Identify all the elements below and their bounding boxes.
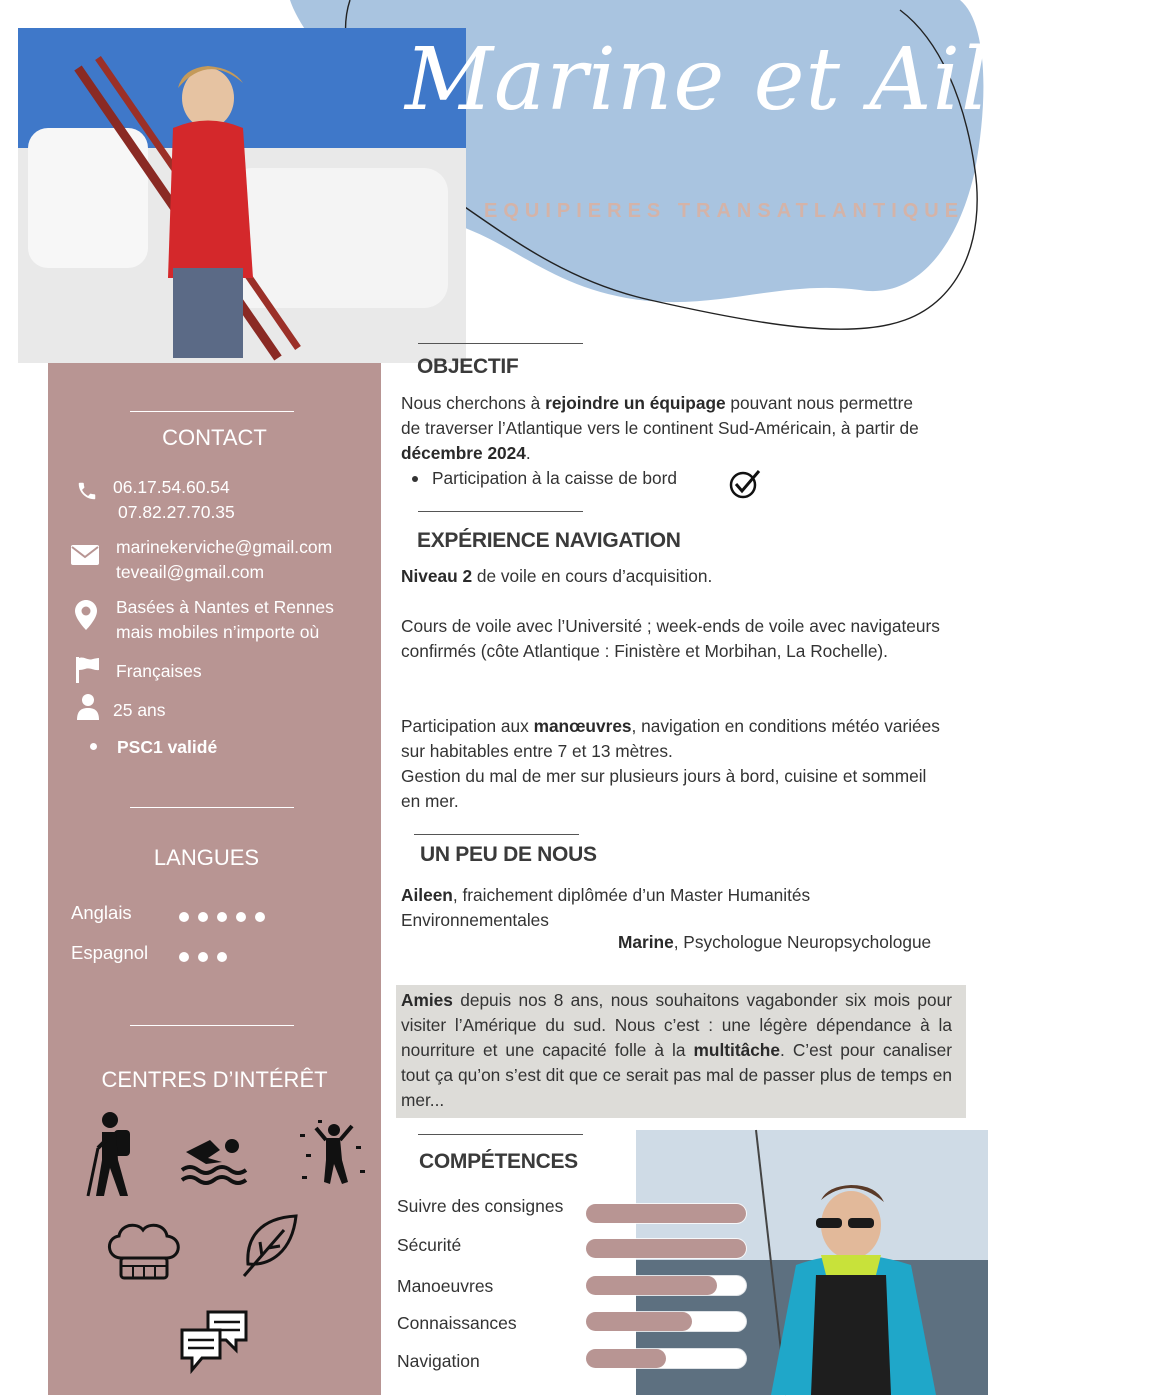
skills-heading: COMPÉTENCES [419, 1150, 578, 1173]
skill-bar-fill [586, 1349, 666, 1368]
bullet-dot [412, 476, 418, 482]
hiking-icon [84, 1110, 144, 1198]
divider [130, 411, 294, 412]
divider [130, 1025, 294, 1026]
objective-heading: OBJECTIF [417, 355, 519, 378]
phone-2[interactable]: 07.82.27.70.35 [118, 502, 235, 522]
location-line-2: mais mobiles n’importe où [116, 622, 320, 642]
about-marine: Marine, Psychologue Neuropsychologue [618, 932, 932, 952]
page-title: Marine et Aileen [405, 30, 1150, 130]
skill-bar-fill [586, 1312, 692, 1331]
leaf-icon [240, 1212, 300, 1280]
about-heading: UN PEU DE NOUS [420, 843, 597, 866]
phone-icon [76, 480, 98, 502]
divider [414, 834, 579, 835]
experience-courses: Cours de voile avec l’Université ; week-ends de voile avec navigateurs confirmés (côte Atlantique : Finistère et Morbihan, La Rochelle). [401, 616, 940, 661]
language-english: Anglais [71, 902, 132, 923]
contact-heading: CONTACT [162, 425, 267, 450]
english-level-dots [179, 907, 274, 926]
language-spanish: Espagnol [71, 942, 149, 963]
checkmark-icon [728, 468, 762, 500]
experience-seasickness: Gestion du mal de mer sur plusieurs jours à bord, cuisine et sommeil en mer. [401, 766, 927, 811]
swimming-icon [180, 1128, 250, 1184]
about-paragraph: Amies depuis nos 8 ans, nous souhaitons vagabonder six mois pour visiter l’Amérique du sud. Nous c’est : une légère dépendance à la nourriture et une capacité folle à la multitâche. C’est pour canaliser tout ça qu’on s’est dit que ce serait pas mal de passer plus de temps en mer... [401, 990, 952, 1110]
skill-label: Sécurité [397, 1235, 462, 1255]
divider [418, 511, 583, 512]
mail-icon [71, 545, 99, 565]
flag-icon [76, 657, 100, 683]
certification: PSC1 validé [117, 737, 218, 757]
divider [418, 1134, 583, 1135]
about-aileen: Aileen, fraichement diplômée d’un Master Humanités Environnementales [401, 885, 811, 930]
person-icon [77, 694, 99, 720]
divider [130, 807, 294, 808]
skill-bar [586, 1276, 746, 1295]
skill-label: Connaissances [397, 1313, 517, 1333]
sidebar [48, 290, 381, 1395]
age: 25 ans [113, 700, 166, 720]
skill-bar [586, 1239, 746, 1258]
location-pin-icon [75, 600, 97, 630]
languages-heading: LANGUES [153, 845, 260, 870]
chef-hat-icon [103, 1220, 185, 1282]
sailing-photo-top [18, 28, 466, 363]
spanish-level-dots [179, 947, 236, 966]
skill-bar [586, 1312, 746, 1331]
email-2[interactable]: teveail@gmail.com [116, 562, 265, 582]
skill-bar [586, 1204, 746, 1223]
bullet-dot [90, 743, 97, 750]
phone-1[interactable]: 06.17.54.60.54 [113, 477, 230, 497]
nationality: Françaises [116, 661, 202, 681]
experience-heading: EXPÉRIENCE NAVIGATION [417, 529, 681, 552]
skill-label: Suivre des consignes [397, 1196, 564, 1216]
email-1[interactable]: marinekerviche@gmail.com [116, 537, 333, 557]
interests-heading: CENTRES D’INTÉRÊT [101, 1067, 328, 1092]
skill-bar-fill [586, 1276, 717, 1295]
skill-bar-fill [586, 1239, 746, 1258]
chat-bubbles-icon [178, 1308, 250, 1374]
page-subtitle: EQUIPIERES TRANSATLANTIQUE [484, 200, 965, 222]
divider [418, 343, 583, 344]
experience-manoeuvres: Participation aux manœuvres, navigation en conditions météo variées sur habitables entre 7 et 13 mètres. [401, 716, 940, 761]
experience-level: Niveau 2 de voile en cours d’acquisition. [401, 566, 713, 586]
location-line-1: Basées à Nantes et Rennes [116, 597, 334, 617]
skill-bar [586, 1349, 746, 1368]
skill-label: Navigation [397, 1351, 480, 1371]
skill-bar-fill [586, 1204, 746, 1223]
climbing-icon [296, 1116, 368, 1190]
objective-text: Nous cherchons à rejoindre un équipage pouvant nous permettre de traverser l’Atlantique vers le continent Sud-Américain, à partir de décembre 2024. [401, 393, 919, 463]
skill-label: Manoeuvres [397, 1276, 494, 1296]
objective-bullet: Participation à la caisse de bord [432, 468, 677, 488]
